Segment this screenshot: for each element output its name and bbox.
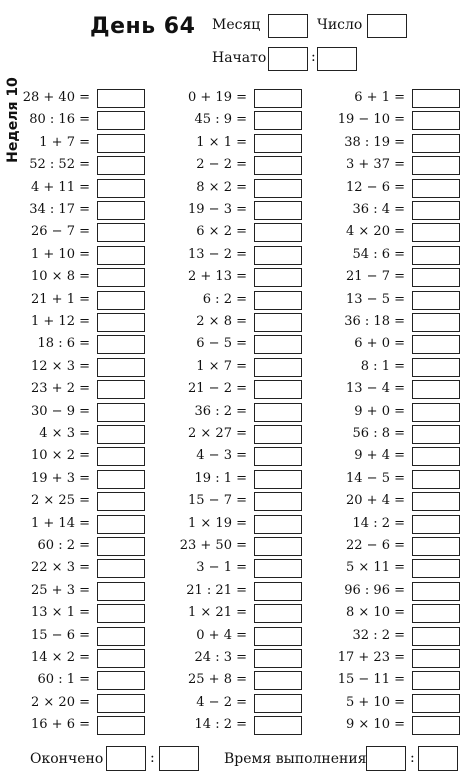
exercise-expression: 60 : 2 = [37,538,90,553]
answer-box[interactable] [254,335,302,354]
answer-box[interactable] [412,716,460,735]
started-label: Начато [212,50,267,66]
exercise-expression: 14 : 2 = [194,717,247,733]
answer-box[interactable] [412,246,460,265]
answer-box[interactable] [254,559,302,578]
page-title: День 64 [90,14,196,39]
exercise-expression: 45 : 9 = [194,112,247,128]
answer-box[interactable] [412,559,460,578]
exercise-expression: 8 : 1 = [360,358,405,374]
answer-box[interactable] [97,313,145,332]
exercise-expression: 6 + 1 = [354,90,405,105]
answer-box[interactable] [412,380,460,399]
exercise-expression: 1 + 7 = [39,134,90,150]
answer-box[interactable] [412,358,460,377]
finished-colon: : [150,750,155,766]
answer-box[interactable] [97,201,145,220]
exercise-expression: 23 + 50 = [179,538,247,553]
exercise-expression: 2 × 25 = [31,493,90,509]
answer-box[interactable] [412,313,460,332]
answer-box[interactable] [97,492,145,511]
exercise-expression: 4 + 11 = [31,179,90,195]
exercise-expression: 1 × 1 = [196,134,247,150]
exercise-expression: 34 : 17 = [29,202,90,217]
exercise-expression: 32 : 2 = [352,627,405,643]
month-field[interactable] [268,14,308,38]
exercise-expression: 60 : 1 = [37,672,90,688]
started-colon: : [311,49,316,65]
answer-box[interactable] [97,223,145,242]
exercise-expression: 23 + 2 = [31,381,90,397]
answer-box[interactable] [97,627,145,646]
exercise-expression: 21 − 7 = [346,269,405,285]
answer-box[interactable] [97,380,145,399]
exercise-expression: 36 : 4 = [352,202,405,217]
exercise-expression: 22 − 6 = [346,538,405,553]
exercise-expression: 56 : 8 = [352,426,405,441]
answer-box[interactable] [412,425,460,444]
answer-box[interactable] [254,179,302,198]
answer-box[interactable] [254,201,302,220]
answer-box[interactable] [254,716,302,735]
answer-box[interactable] [97,604,145,623]
answer-box[interactable] [254,649,302,668]
exercise-expression: 4 × 3 = [39,426,90,441]
time-hours-field[interactable] [366,746,406,771]
exercise-expression: 10 × 2 = [31,448,90,464]
exercise-expression: 5 + 10 = [346,694,405,710]
answer-box[interactable] [97,246,145,265]
exercise-expression: 20 + 4 = [346,493,405,509]
exercise-expression: 54 : 6 = [352,246,405,262]
answer-box[interactable] [254,246,302,265]
answer-box[interactable] [254,156,302,175]
answer-box[interactable] [254,380,302,399]
exercise-expression: 16 + 6 = [31,717,90,733]
exercise-expression: 10 × 8 = [31,269,90,285]
exercise-expression: 30 − 9 = [31,403,90,419]
week-label: Неделя 10 [5,77,21,163]
answer-box[interactable] [254,425,302,444]
exercise-expression: 4 − 3 = [196,448,247,464]
exercise-expression: 19 − 10 = [337,112,405,128]
answer-box[interactable] [97,89,145,108]
answer-box[interactable] [254,492,302,511]
exercise-expression: 96 : 96 = [344,582,405,598]
answer-box[interactable] [254,627,302,646]
answer-box[interactable] [412,470,460,489]
exercise-expression: 4 × 20 = [346,224,405,240]
answer-box[interactable] [97,134,145,153]
exercise-expression: 24 : 3 = [194,650,247,665]
exercise-expression: 15 − 7 = [188,493,247,509]
answer-box[interactable] [254,313,302,332]
answer-box[interactable] [254,447,302,466]
answer-box[interactable] [254,223,302,242]
exercise-expression: 19 : 1 = [194,470,247,486]
exercise-expression: 19 + 3 = [31,470,90,486]
exercise-expression: 2 × 27 = [188,426,247,441]
exercise-expression: 80 : 16 = [29,112,90,128]
exercise-expression: 9 × 10 = [346,717,405,733]
answer-box[interactable] [412,223,460,242]
exercise-expression: 22 × 3 = [31,560,90,576]
answer-box[interactable] [97,291,145,310]
exercise-expression: 13 − 4 = [346,381,405,397]
answer-box[interactable] [254,582,302,601]
answer-box[interactable] [412,134,460,153]
exercise-expression: 15 − 11 = [337,672,405,688]
exercise-expression: 25 + 3 = [31,582,90,598]
time-label: Время выполнения [224,751,367,767]
answer-box[interactable] [254,111,302,130]
exercise-expression: 0 + 4 = [196,627,247,643]
answer-box[interactable] [412,649,460,668]
exercise-expression: 26 − 7 = [31,224,90,240]
exercise-expression: 2 + 13 = [188,269,247,285]
exercise-expression: 36 : 2 = [194,403,247,419]
exercise-expression: 2 × 20 = [31,694,90,710]
exercise-expression: 13 − 5 = [346,291,405,307]
answer-box[interactable] [254,604,302,623]
answer-box[interactable] [97,716,145,735]
date-field[interactable] [367,14,407,38]
answer-box[interactable] [254,694,302,713]
finished-minutes-field[interactable] [159,746,199,771]
exercise-expression: 25 + 8 = [188,672,247,688]
answer-box[interactable] [412,403,460,422]
exercise-expression: 8 × 2 = [196,179,247,195]
exercise-expression: 52 : 52 = [29,157,90,173]
answer-box[interactable] [412,537,460,556]
exercise-expression: 12 × 3 = [31,358,90,374]
exercise-expression: 8 × 10 = [346,605,405,621]
answer-box[interactable] [412,179,460,198]
answer-box[interactable] [412,582,460,601]
answer-box[interactable] [412,268,460,287]
exercise-expression: 21 : 21 = [186,582,247,598]
finished-label: Окончено [30,751,104,767]
answer-box[interactable] [97,694,145,713]
answer-box[interactable] [97,537,145,556]
exercise-expression: 1 + 14 = [31,515,90,531]
exercise-expression: 9 + 4 = [354,448,405,464]
exercise-expression: 2 − 2 = [196,157,247,173]
answer-box[interactable] [97,671,145,690]
exercise-expression: 0 + 19 = [188,90,247,105]
exercise-expression: 1 × 21 = [188,605,247,621]
exercise-expression: 1 + 12 = [31,314,90,329]
date-label: Число [317,17,363,33]
answer-box[interactable] [254,470,302,489]
answer-box[interactable] [254,671,302,690]
exercise-expression: 3 + 37 = [346,157,405,173]
answer-box[interactable] [254,268,302,287]
answer-box[interactable] [97,179,145,198]
time-minutes-field[interactable] [418,746,458,771]
started-minutes-field[interactable] [317,47,357,71]
exercise-expression: 5 × 11 = [346,560,405,576]
answer-box[interactable] [412,111,460,130]
answer-box[interactable] [254,134,302,153]
answer-box[interactable] [97,582,145,601]
answer-box[interactable] [97,403,145,422]
answer-box[interactable] [412,156,460,175]
answer-box[interactable] [97,358,145,377]
exercise-expression: 28 + 40 = [22,90,90,105]
answer-box[interactable] [412,694,460,713]
exercise-expression: 17 + 23 = [337,650,405,665]
exercise-expression: 1 × 19 = [188,515,247,531]
exercise-expression: 13 × 1 = [31,605,90,621]
finished-hours-field[interactable] [106,746,146,771]
answer-box[interactable] [412,515,460,534]
answer-box[interactable] [412,627,460,646]
exercise-expression: 36 : 18 = [344,314,405,329]
answer-box[interactable] [254,358,302,377]
exercise-expression: 6 × 2 = [196,224,247,240]
answer-box[interactable] [412,492,460,511]
exercise-expression: 13 − 2 = [188,246,247,262]
exercise-expression: 19 − 3 = [188,202,247,217]
answer-box[interactable] [97,649,145,668]
answer-box[interactable] [254,291,302,310]
answer-box[interactable] [254,515,302,534]
answer-box[interactable] [412,447,460,466]
exercise-expression: 12 − 6 = [346,179,405,195]
exercise-expression: 18 : 6 = [37,336,90,352]
answer-box[interactable] [97,156,145,175]
exercise-expression: 9 + 0 = [354,403,405,419]
answer-box[interactable] [97,515,145,534]
exercise-expression: 14 × 2 = [31,650,90,665]
exercise-expression: 4 − 2 = [196,694,247,710]
answer-box[interactable] [97,559,145,578]
exercise-expression: 15 − 6 = [31,627,90,643]
answer-box[interactable] [97,447,145,466]
exercise-expression: 38 : 19 = [344,134,405,150]
answer-box[interactable] [97,425,145,444]
exercise-expression: 14 − 5 = [346,470,405,486]
exercise-expression: 3 − 1 = [196,560,247,576]
exercise-expression: 21 − 2 = [188,381,247,397]
answer-box[interactable] [97,111,145,130]
answer-box[interactable] [254,537,302,556]
answer-box[interactable] [412,291,460,310]
exercise-expression: 14 : 2 = [352,515,405,531]
exercise-expression: 6 + 0 = [354,336,405,352]
answer-box[interactable] [97,335,145,354]
answer-box[interactable] [412,89,460,108]
answer-box[interactable] [412,671,460,690]
exercise-expression: 6 : 2 = [202,291,247,307]
exercise-expression: 1 × 7 = [196,358,247,374]
exercise-expression: 6 − 5 = [196,336,247,352]
answer-box[interactable] [412,335,460,354]
exercise-expression: 21 + 1 = [31,291,90,307]
answer-box[interactable] [412,201,460,220]
answer-box[interactable] [254,89,302,108]
exercise-expression: 1 + 10 = [31,246,90,262]
answer-box[interactable] [97,268,145,287]
time-colon: : [410,750,415,766]
started-hours-field[interactable] [268,47,308,71]
month-label: Месяц [212,17,261,33]
answer-box[interactable] [254,403,302,422]
exercise-expression: 2 × 8 = [196,314,247,329]
answer-box[interactable] [412,604,460,623]
answer-box[interactable] [97,470,145,489]
